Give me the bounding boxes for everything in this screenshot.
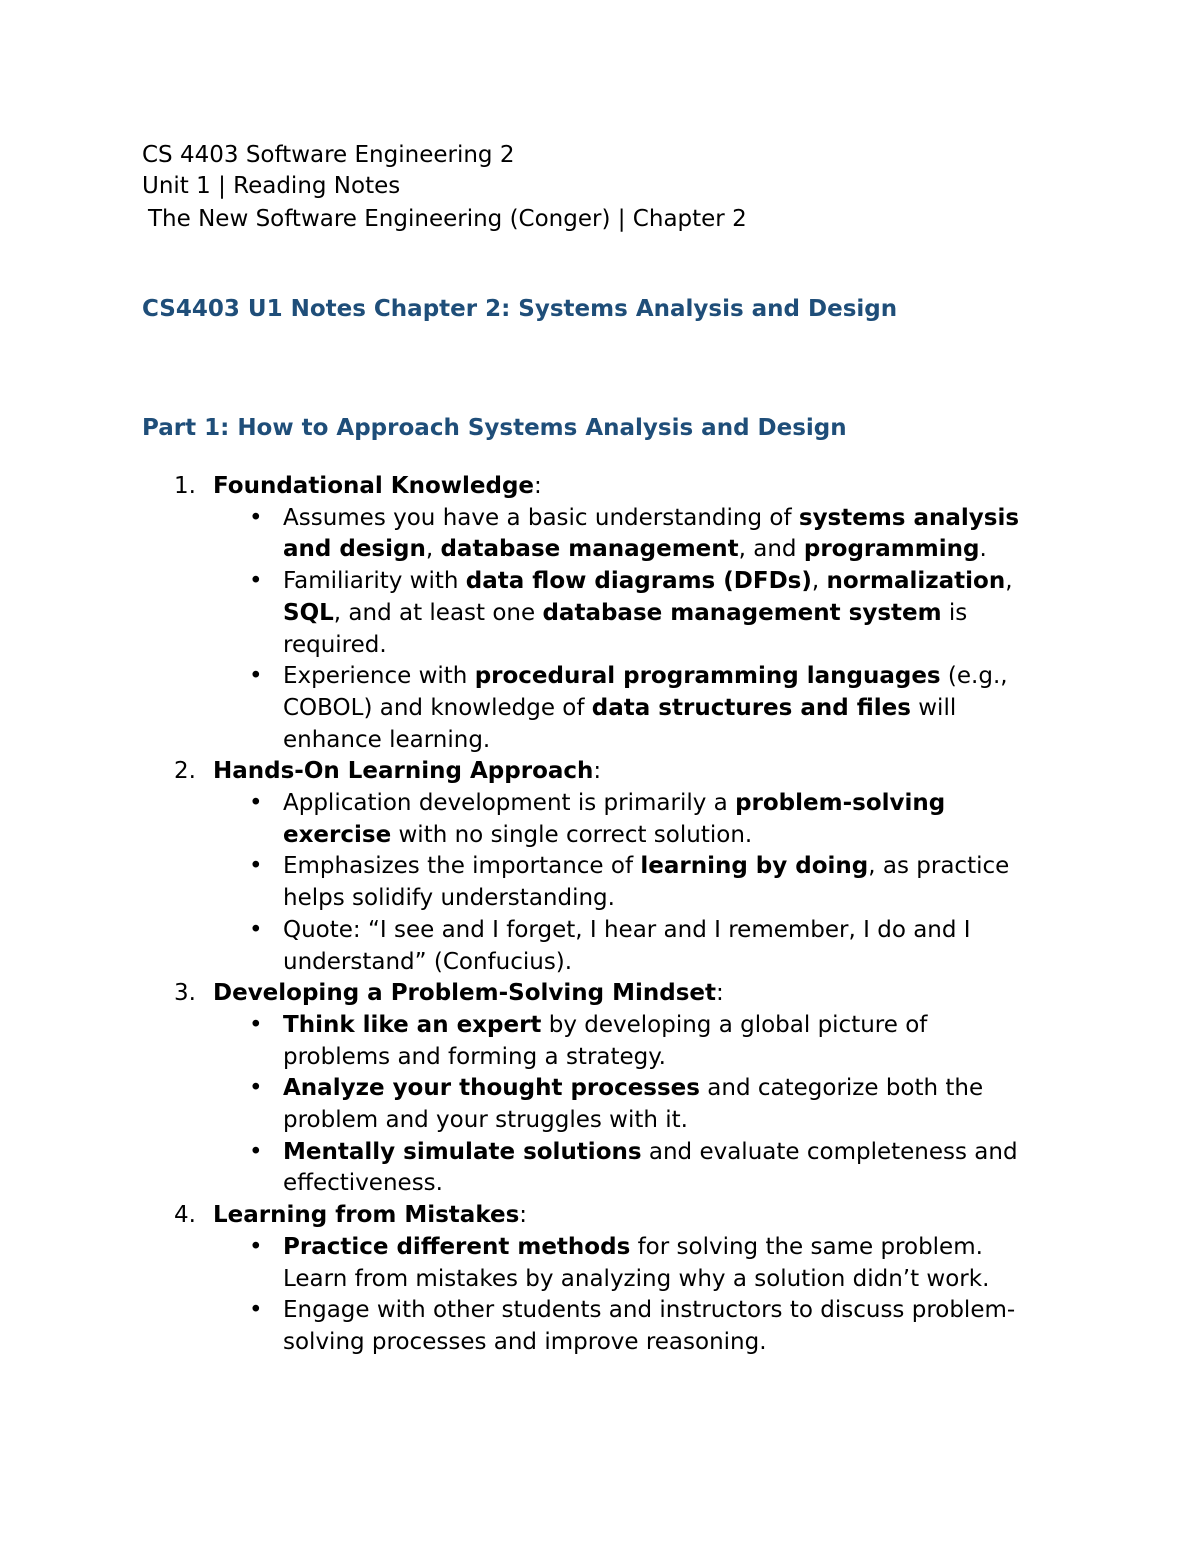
bold-term: Analyze your thought processes [283, 1075, 700, 1102]
text-run: for solving the same problem. Learn from mistakes by analyzing why a solution didn’t work. [283, 1233, 990, 1292]
section-item [142, 1200, 1062, 1359]
text-run: Quote: “I see and I forget, I hear and I remember, I do and I understand” (Confucius). [283, 916, 971, 975]
bullet-icon: • [249, 663, 263, 690]
text-run: with no single correct solution. [391, 821, 753, 848]
text-run: by developing a global picture of problems and forming a strategy. [283, 1011, 928, 1070]
bold-term: Think like an expert [283, 1011, 542, 1038]
text-run: , [1005, 568, 1013, 595]
bullet-item [213, 1010, 1033, 1073]
text-run: , and at least one [333, 599, 543, 626]
text-run: , [811, 568, 827, 595]
source-line: The New Software Engineering (Conger) | Chapter 2 [148, 206, 747, 232]
document-title: CS4403 U1 Notes Chapter 2: Systems Analysis and Design [142, 296, 898, 322]
text-run: and categorize both the problem and your struggles with it. [283, 1075, 984, 1134]
text-run: Application development is primarily a [283, 790, 736, 817]
text-run: Engage with other students and instructors to discuss problem-solving processes and improve reasoning. [283, 1297, 1016, 1355]
bullet-list [213, 503, 1062, 757]
section-number: 3. [174, 980, 196, 1007]
section-item [142, 978, 1062, 1200]
bold-term: problem-solving exercise [283, 790, 946, 848]
section-title: Learning from Mistakes [213, 1202, 520, 1229]
bullet-item [213, 788, 1033, 851]
bold-term: systems analysis and design [283, 504, 1020, 563]
bullet-icon: • [249, 1297, 263, 1324]
text-run: is required. [283, 599, 968, 658]
bold-term: programming [803, 536, 980, 563]
section-title-colon: : [534, 473, 542, 499]
bold-term: procedural programming languages [474, 663, 941, 690]
bullet-list [213, 1010, 1062, 1200]
bullet-icon: • [249, 504, 263, 531]
bold-term: Mentally simulate solutions [283, 1138, 642, 1165]
bullet-icon: • [249, 790, 263, 817]
bullet-list [213, 788, 1062, 978]
section-title-colon: : [716, 980, 724, 1007]
bullet-icon: • [249, 1075, 263, 1102]
text-run: , and [738, 536, 804, 563]
bold-term: Practice different methods [283, 1233, 631, 1260]
bold-term: data structures and files [591, 694, 911, 721]
section-item [142, 756, 1062, 978]
section-number: 4. [174, 1202, 196, 1229]
section-number: 1. [174, 473, 196, 499]
bold-term: learning by doing [640, 853, 869, 880]
bold-term: database management [440, 536, 739, 563]
text-run: (e.g., COBOL) and knowledge of [283, 663, 1008, 721]
text-run: , as practice helps solidify understanding. [283, 853, 1010, 912]
section-title: Foundational Knowledge [213, 473, 535, 499]
part-heading: Part 1: How to Approach Systems Analysis and Design [142, 415, 847, 441]
bullet-icon: • [249, 1233, 263, 1260]
bullet-icon: • [249, 1138, 263, 1165]
section-number: 2. [174, 758, 196, 785]
bullet-item [213, 1137, 1033, 1200]
bullet-item [213, 566, 1033, 661]
bold-term: database management system [542, 599, 942, 626]
section-list [142, 471, 1062, 1359]
bold-term: data flow diagrams (DFDs) [465, 568, 812, 595]
bullet-item [213, 915, 1033, 978]
bold-term: SQL [283, 599, 334, 626]
bullet-icon: • [249, 916, 263, 943]
course-title: CS 4403 Software Engineering 2 [142, 142, 515, 168]
section-title-colon: : [519, 1202, 528, 1229]
section-title: Developing a Problem-Solving Mindset [213, 980, 717, 1007]
bullet-icon: • [249, 1011, 263, 1038]
bullet-item [213, 1232, 1033, 1295]
bullet-list [213, 1232, 1062, 1359]
section-title-colon: : [593, 758, 602, 785]
text-run: and evaluate completeness and effectiveness. [283, 1138, 1018, 1197]
text-run: Familiarity with [283, 568, 466, 595]
bold-term: normalization [826, 568, 1006, 595]
bullet-icon: • [249, 568, 263, 595]
text-run: will enhance learning. [283, 694, 957, 753]
bullet-icon: • [249, 853, 263, 880]
bullet-item [213, 661, 1033, 756]
bullet-item [213, 851, 1033, 914]
section-item [142, 471, 1062, 756]
bullet-item [213, 503, 1033, 566]
text-run: , [425, 536, 441, 563]
unit-line: Unit 1 | Reading Notes [142, 173, 401, 199]
text-run: Assumes you have a basic understanding of [283, 504, 799, 531]
bullet-item [213, 1073, 1033, 1136]
text-run: Experience with [283, 663, 475, 690]
section-title: Hands-On Learning Approach [213, 758, 594, 785]
text-run: Emphasizes the importance of [283, 853, 641, 880]
text-run: . [979, 536, 987, 563]
bullet-item [213, 1295, 1033, 1358]
